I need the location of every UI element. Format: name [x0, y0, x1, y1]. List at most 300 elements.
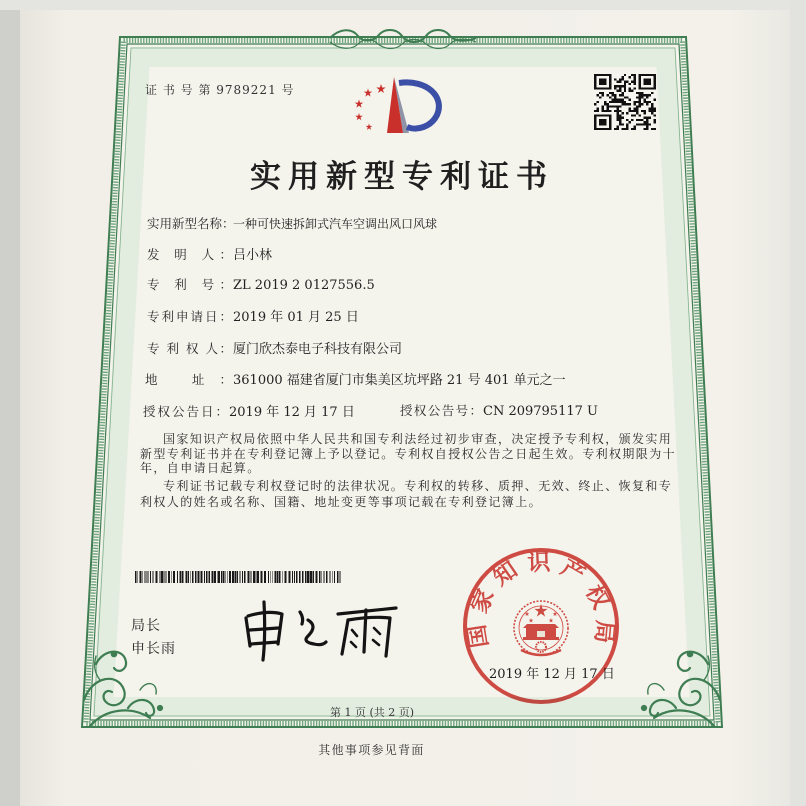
field-label: 发 明 人： [147, 247, 232, 262]
qr-module [631, 128, 633, 130]
field-label: 授权公告日： [143, 404, 228, 419]
qr-module [651, 105, 653, 107]
barcode-bar [340, 571, 341, 583]
qr-module [604, 101, 606, 103]
qr-module [649, 110, 651, 112]
qr-module [644, 123, 646, 125]
barcode-bar [302, 571, 304, 583]
qr-module [616, 81, 618, 83]
barcode-bar [206, 571, 208, 583]
qr-module [611, 92, 613, 94]
barcode-bar [218, 571, 220, 583]
qr-module [651, 74, 653, 76]
qr-module [641, 87, 643, 89]
back-note: 其他事项参见背面 [318, 743, 425, 757]
qr-module [604, 119, 606, 121]
qr-module [644, 117, 646, 119]
qr-module [654, 108, 656, 110]
barcode-bar [274, 571, 276, 583]
qr-module [626, 112, 628, 114]
barcode-bar [214, 571, 216, 583]
certificate-title: 实用新型专利证书 [250, 159, 554, 195]
qr-module [614, 110, 616, 112]
qr-module [596, 87, 598, 89]
qr-module [601, 87, 603, 89]
qr-module [609, 83, 611, 85]
qr-module [594, 76, 596, 78]
qr-module [606, 87, 608, 89]
barcode-bar [294, 571, 295, 583]
qr-module [649, 108, 651, 110]
field-grant-date [143, 401, 355, 420]
qr-module [646, 121, 648, 123]
qr-module [599, 92, 601, 94]
qr-module [619, 94, 621, 96]
patent-number: ZL 2019 2 0127556.5 [233, 278, 375, 293]
barcode-bar [257, 571, 259, 583]
qr-module [654, 83, 656, 85]
qr-module [644, 74, 646, 76]
barcode-bar [185, 571, 187, 583]
barcode-bar [221, 571, 223, 583]
qr-module [654, 110, 656, 112]
qr-module [616, 112, 618, 114]
qr-module [639, 92, 641, 94]
barcode-bar [279, 571, 281, 583]
qr-module [609, 110, 611, 112]
qr-module [619, 121, 621, 123]
qr-module [619, 119, 621, 121]
qr-module [624, 87, 626, 89]
qr-module [651, 92, 653, 94]
barcode-bar [313, 571, 315, 583]
qr-module [634, 74, 636, 76]
barcode-bar [209, 571, 211, 583]
qr-module [614, 128, 616, 130]
qr-module [639, 74, 641, 76]
qr-module [651, 87, 653, 89]
qr-module [654, 85, 656, 87]
qr-module [606, 110, 608, 112]
qr-module [644, 121, 646, 123]
qr-module [604, 78, 606, 80]
qr-module [644, 94, 646, 96]
qr-module [646, 81, 648, 83]
barcode-bar [190, 571, 191, 583]
qr-module [644, 81, 646, 83]
qr-module [646, 119, 648, 121]
handwritten-signature [238, 598, 403, 662]
qr-module [646, 128, 648, 130]
barcode-bar [315, 571, 317, 583]
cnipa-logo-icon [347, 75, 447, 135]
barcode-bar [168, 571, 170, 583]
qr-module [631, 114, 633, 116]
qr-module [596, 108, 598, 110]
qr-module [649, 81, 651, 83]
qr-module [619, 87, 621, 89]
qr-module [616, 119, 618, 121]
qr-module [619, 110, 621, 112]
qr-module [604, 128, 606, 130]
qr-module [629, 90, 631, 92]
qr-module [646, 87, 648, 89]
barcode-bar [329, 571, 330, 583]
seal-text: 国家知识产权局 [463, 548, 619, 650]
qr-module [596, 110, 598, 112]
barcode-bar [251, 571, 252, 583]
qr-module [621, 94, 623, 96]
qr-module [634, 108, 636, 110]
qr-module [639, 76, 641, 78]
qr-module [646, 123, 648, 125]
qr-module [616, 108, 618, 110]
qr-module [644, 78, 646, 80]
qr-module [639, 85, 641, 87]
qr-module [601, 123, 603, 125]
qr-module [616, 126, 618, 128]
qr-module [634, 83, 636, 85]
qr-module [619, 105, 621, 107]
qr-module [616, 85, 618, 87]
qr-module [624, 85, 626, 87]
qr-module [654, 87, 656, 89]
qr-module [609, 128, 611, 130]
qr-module [601, 81, 603, 83]
barcode-bar [299, 571, 301, 583]
qr-module [599, 81, 601, 83]
qr-module [641, 96, 643, 98]
logo-star [376, 84, 386, 93]
barcode-bar [135, 571, 137, 583]
qr-module [601, 74, 603, 76]
barcode-bar [296, 571, 298, 583]
barcode-bar [229, 571, 231, 583]
address: 361000 福建省厦门市集美区坑坪路 21 号 401 单元之一 [233, 373, 566, 388]
qr-module [601, 94, 603, 96]
qr-module [599, 123, 601, 125]
barcode-bar [287, 571, 288, 583]
national-emblem-icon [514, 601, 568, 655]
qr-module [621, 117, 623, 119]
qr-module [626, 126, 628, 128]
qr-module [604, 74, 606, 76]
qr-module [599, 128, 601, 130]
qr-module [654, 99, 656, 101]
qr-module [616, 110, 618, 112]
qr-module [639, 78, 641, 80]
qr-module [596, 74, 598, 76]
filing-date: 2019 年 01 月 25 日 [233, 310, 359, 325]
qr-module [599, 83, 601, 85]
qr-module [644, 101, 646, 103]
qr-module [601, 119, 603, 121]
barcode-icon [135, 571, 342, 583]
barcode-bar [319, 571, 321, 583]
qr-module [629, 121, 631, 123]
qr-module [594, 121, 596, 123]
field-inventor [147, 244, 272, 263]
barcode-bar [292, 571, 293, 583]
qr-module [629, 76, 631, 78]
qr-module [606, 105, 608, 107]
qr-module [644, 99, 646, 101]
qr-module [629, 108, 631, 110]
qr-module [619, 117, 621, 119]
qr-module [624, 81, 626, 83]
statement-line: 利权人的姓名或名称、国籍、地址变更等事项记载在专利登记簿上。 [140, 495, 543, 509]
barcode-bar [326, 571, 328, 583]
qr-module [614, 99, 616, 101]
qr-module [641, 92, 643, 94]
qr-module [601, 110, 603, 112]
qr-module [624, 90, 626, 92]
field-label: 专利申请日： [147, 309, 232, 324]
qr-module [609, 76, 611, 78]
qr-module [651, 128, 653, 130]
barcode-bar [197, 571, 199, 583]
qr-module [626, 123, 628, 125]
qr-module [641, 119, 643, 121]
qr-module [616, 105, 618, 107]
qr-module [639, 105, 641, 107]
qr-module [654, 76, 656, 78]
statement-line: 年，自申请日起算。 [140, 461, 261, 475]
qr-module [594, 103, 596, 105]
qr-module [606, 74, 608, 76]
qr-module [609, 74, 611, 76]
statement-line: 国家知识产权局依照中华人民共和国专利法经过初步审查，决定授予专利权，颁发实用 [163, 432, 673, 446]
qr-module [609, 119, 611, 121]
qr-module [621, 76, 623, 78]
qr-module [594, 83, 596, 85]
qr-module [614, 85, 616, 87]
barcode-bar [180, 571, 182, 583]
qr-module [629, 99, 631, 101]
qr-module [604, 103, 606, 105]
field-filing-date [147, 306, 359, 325]
barcode-bar [285, 571, 287, 583]
qr-module [614, 94, 616, 96]
qr-module [634, 110, 636, 112]
qr-module [616, 99, 618, 101]
barcode-bar [166, 571, 167, 583]
qr-module [624, 96, 626, 98]
qr-module [639, 99, 641, 101]
qr-module [609, 105, 611, 107]
qr-module [604, 121, 606, 123]
qr-module [631, 90, 633, 92]
qr-module [631, 81, 633, 83]
qr-module [641, 103, 643, 105]
qr-module [654, 121, 656, 123]
qr-module [646, 94, 648, 96]
qr-module [601, 114, 603, 116]
statement-line: 专利证书记载专利权登记时的法律状况。专利权的转移、质押、无效、终止、恢复和专 [163, 479, 673, 493]
field-utility-model-name [147, 214, 437, 232]
qr-module [616, 114, 618, 116]
qr-module [609, 123, 611, 125]
barcode-bar [237, 571, 238, 583]
barcode-bar [201, 571, 203, 583]
qr-module [611, 94, 613, 96]
qr-module [649, 101, 651, 103]
qr-module [609, 114, 611, 116]
barcode-bar [150, 571, 151, 583]
qr-module [611, 105, 613, 107]
qr-module [654, 81, 656, 83]
qr-module [594, 123, 596, 125]
qr-module [636, 108, 638, 110]
qr-module [624, 74, 626, 76]
barcode-bar [139, 571, 141, 583]
barcode-bar [195, 571, 197, 583]
qr-module [601, 105, 603, 107]
qr-module [599, 78, 601, 80]
barcode-bar [145, 571, 146, 583]
page-indicator: 第 1 页 (共 2 页) [329, 706, 415, 719]
qr-module [614, 101, 616, 103]
qr-module [636, 92, 638, 94]
logo-star [355, 100, 364, 108]
qr-module [649, 94, 651, 96]
qr-module [619, 101, 621, 103]
qr-module [651, 112, 653, 114]
qr-module [599, 119, 601, 121]
barcode-bar [148, 571, 149, 583]
qr-module [614, 105, 616, 107]
qr-module [646, 74, 648, 76]
qr-module [649, 123, 651, 125]
qr-module [596, 128, 598, 130]
barcode-bar [270, 571, 271, 583]
qr-module [651, 110, 653, 112]
qr-module [594, 117, 596, 119]
qr-module [639, 94, 641, 96]
qr-module [594, 81, 596, 83]
barcode-bar [239, 571, 240, 583]
qr-module [621, 123, 623, 125]
qr-module [626, 81, 628, 83]
qr-module [609, 101, 611, 103]
barcode-bar [322, 571, 323, 583]
qr-module [621, 92, 623, 94]
qr-module [641, 74, 643, 76]
qr-module [609, 85, 611, 87]
qr-module [644, 87, 646, 89]
grant-date: 2019 年 12 月 17 日 [229, 405, 355, 420]
qr-module [621, 103, 623, 105]
qr-module [641, 110, 643, 112]
barcode-bar [182, 571, 184, 583]
field-grant-number [400, 401, 598, 419]
qr-module [646, 103, 648, 105]
qr-module [619, 78, 621, 80]
qr-module [631, 74, 633, 76]
qr-module [594, 126, 596, 128]
barcode-bar [288, 571, 290, 583]
logo-star [355, 113, 363, 120]
barcode-bar [225, 571, 226, 583]
barcode-bar [155, 571, 156, 583]
qr-module [639, 123, 641, 125]
field-address [145, 369, 566, 388]
qr-module [614, 96, 616, 98]
barcode-bar [138, 571, 139, 583]
inventor-name: 吕小林 [233, 248, 273, 263]
qr-module [619, 123, 621, 125]
barcode-bar [173, 571, 175, 583]
qr-module [604, 110, 606, 112]
barcode-bar [192, 571, 194, 583]
qr-module [594, 74, 596, 76]
qr-module [614, 78, 616, 80]
barcode-bar [332, 571, 333, 583]
qr-module [611, 101, 613, 103]
qr-module [621, 112, 623, 114]
qr-module [649, 83, 651, 85]
qr-module [594, 85, 596, 87]
barcode-bar [211, 571, 213, 583]
official-seal [461, 546, 621, 706]
barcode-bar [227, 571, 228, 583]
barcode-bar [282, 571, 283, 583]
barcode-bar [156, 571, 157, 583]
seal-date: 2019 年 12 月 17 日 [489, 667, 615, 682]
barcode-bar [142, 571, 143, 583]
qr-module [654, 119, 656, 121]
qr-module [619, 114, 621, 116]
qr-module [619, 81, 621, 83]
qr-module [594, 114, 596, 116]
certificate-number: 证 书 号 第 9789221 号 [145, 83, 295, 97]
qr-module [639, 101, 641, 103]
qr-module [634, 101, 636, 103]
barcode-bar [164, 571, 165, 583]
qr-module [626, 96, 628, 98]
qr-module [616, 90, 618, 92]
barcode-bar [305, 571, 307, 583]
qr-module [601, 92, 603, 94]
qr-module [609, 92, 611, 94]
qr-module [594, 119, 596, 121]
qr-module [634, 78, 636, 80]
field-label: 实用新型名称： [147, 216, 235, 231]
qr-module [594, 78, 596, 80]
qr-module [609, 81, 611, 83]
qr-module [599, 74, 601, 76]
qr-code-icon [594, 74, 656, 130]
qr-module [654, 74, 656, 76]
barcode-bar [310, 571, 312, 583]
barcode-bar [177, 571, 178, 583]
statement-line: 新型专利证书并在专利登记簿上予以登记。专利权自授权公告之日起生效。专利权期限为十 [140, 447, 677, 461]
qr-module [614, 87, 616, 89]
qr-module [609, 121, 611, 123]
qr-module [641, 123, 643, 125]
qr-module [594, 128, 596, 130]
qr-module [606, 94, 608, 96]
qr-module [626, 103, 628, 105]
qr-module [604, 83, 606, 85]
qr-module [634, 128, 636, 130]
field-patentee [147, 338, 402, 357]
barcode-bar [334, 571, 335, 583]
qr-module [621, 99, 623, 101]
barcode-bar [161, 571, 163, 583]
qr-module [636, 119, 638, 121]
qr-module [604, 81, 606, 83]
